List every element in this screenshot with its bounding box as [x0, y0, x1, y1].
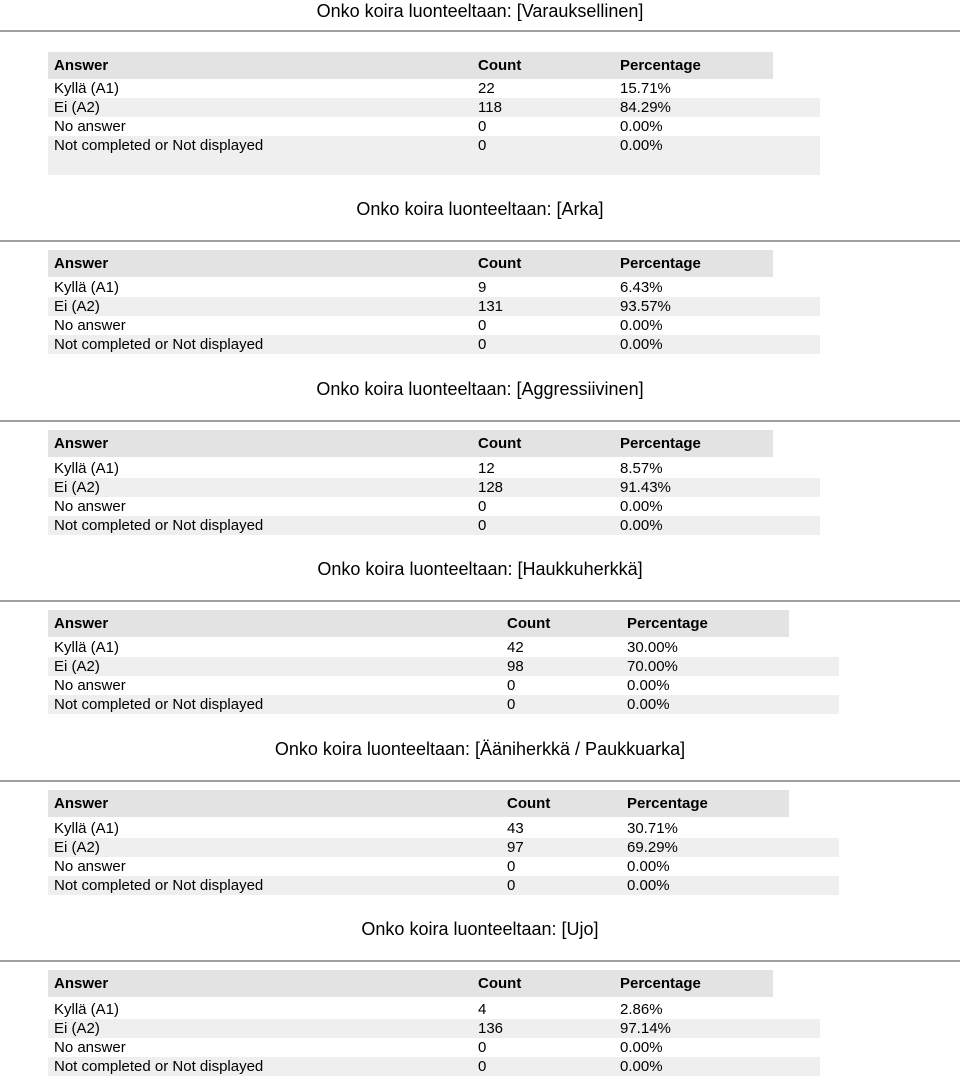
percentage-cell: 0.00% — [620, 118, 663, 135]
percentage-cell: 15.71% — [620, 80, 671, 97]
table-header — [48, 52, 773, 79]
table-row — [48, 1038, 820, 1057]
answer-cell: Not completed or Not displayed — [54, 137, 264, 154]
count-cell: 0 — [478, 118, 487, 135]
count-cell: 0 — [478, 336, 487, 353]
table-row — [48, 79, 820, 98]
answer-cell: Kyllä (A1) — [54, 80, 120, 97]
count-cell: 0 — [478, 1039, 487, 1056]
count-cell: 0 — [478, 517, 487, 534]
count-cell: 136 — [478, 1020, 504, 1037]
answer-cell: No answer — [54, 1039, 126, 1056]
column-header-count: Count — [507, 615, 551, 632]
column-header-count: Count — [478, 255, 522, 272]
count-cell: 0 — [478, 1058, 487, 1075]
count-cell: 0 — [478, 498, 487, 515]
answer-cell: Ei (A2) — [54, 839, 100, 856]
table-row — [48, 857, 839, 876]
table-row — [48, 478, 820, 497]
answer-cell: Ei (A2) — [54, 479, 100, 496]
column-header-count: Count — [507, 795, 551, 812]
column-header-answer: Answer — [54, 57, 109, 74]
column-header-percentage: Percentage — [620, 435, 701, 452]
answer-cell: Not completed or Not displayed — [54, 517, 264, 534]
percentage-cell: 2.86% — [620, 1001, 663, 1018]
table-row — [48, 136, 820, 155]
table-row — [48, 459, 820, 478]
question-title: Onko koira luonteeltaan: [Arka] — [356, 199, 604, 219]
answer-cell: No answer — [54, 498, 126, 515]
section-divider — [0, 240, 960, 242]
table-row — [48, 316, 820, 335]
answer-cell: Kyllä (A1) — [54, 1001, 120, 1018]
question-title: Onko koira luonteeltaan: [Haukkuherkkä] — [317, 559, 643, 579]
column-header-count: Count — [478, 975, 522, 992]
section-divider — [0, 780, 960, 782]
section-divider — [0, 30, 960, 32]
percentage-cell: 70.00% — [627, 658, 678, 675]
table-row — [48, 1057, 820, 1076]
percentage-cell: 0.00% — [627, 877, 670, 894]
percentage-cell: 0.00% — [620, 1058, 663, 1075]
percentage-cell: 30.71% — [627, 820, 678, 837]
percentage-cell: 84.29% — [620, 99, 671, 116]
table-row — [48, 117, 820, 136]
count-cell: 12 — [478, 460, 495, 477]
table-row — [48, 638, 839, 657]
count-cell: 42 — [507, 639, 524, 656]
table-row — [48, 278, 820, 297]
table-row — [48, 1019, 820, 1038]
column-header-percentage: Percentage — [627, 615, 708, 632]
column-header-answer: Answer — [54, 795, 109, 812]
question-title: Onko koira luonteeltaan: [Varauksellinen] — [316, 1, 644, 21]
count-cell: 128 — [478, 479, 504, 496]
table-row — [48, 695, 839, 714]
percentage-cell: 0.00% — [620, 517, 663, 534]
count-cell: 98 — [507, 658, 524, 675]
percentage-cell: 0.00% — [620, 317, 663, 334]
table-row — [48, 516, 820, 535]
count-cell: 118 — [478, 99, 502, 116]
column-header-count: Count — [478, 435, 522, 452]
table-header — [48, 790, 789, 817]
column-header-answer: Answer — [54, 615, 109, 632]
table-row — [48, 676, 839, 695]
count-cell: 0 — [507, 696, 516, 713]
answer-cell: Ei (A2) — [54, 1020, 100, 1037]
section-divider — [0, 420, 960, 422]
answer-cell: No answer — [54, 858, 126, 875]
count-cell: 0 — [478, 137, 487, 154]
section-divider — [0, 600, 960, 602]
count-cell: 4 — [478, 1001, 487, 1018]
percentage-cell: 0.00% — [620, 1039, 663, 1056]
column-header-count: Count — [478, 57, 522, 74]
percentage-cell: 97.14% — [620, 1020, 671, 1037]
table-header — [48, 970, 773, 997]
count-cell: 0 — [478, 317, 487, 334]
answer-cell: Ei (A2) — [54, 298, 100, 315]
column-header-percentage: Percentage — [620, 57, 701, 74]
answer-cell: Kyllä (A1) — [54, 820, 120, 837]
answer-cell: No answer — [54, 118, 126, 135]
percentage-cell: 0.00% — [627, 677, 670, 694]
table-header — [48, 250, 773, 277]
count-cell: 43 — [507, 820, 524, 837]
table-row — [48, 297, 820, 316]
percentage-cell: 8.57% — [620, 460, 663, 477]
count-cell: 0 — [507, 877, 516, 894]
column-header-answer: Answer — [54, 435, 109, 452]
answer-cell: Not completed or Not displayed — [54, 696, 264, 713]
percentage-cell: 93.57% — [620, 298, 671, 315]
percentage-cell: 0.00% — [627, 696, 670, 713]
count-cell: 0 — [507, 677, 516, 694]
percentage-cell: 69.29% — [627, 839, 678, 856]
answer-cell: Kyllä (A1) — [54, 639, 120, 656]
answer-cell: Ei (A2) — [54, 99, 100, 116]
count-cell: 9 — [478, 279, 487, 296]
column-header-answer: Answer — [54, 975, 109, 992]
table-row — [48, 819, 839, 838]
answer-cell: Ei (A2) — [54, 658, 100, 675]
table-row — [48, 1000, 820, 1019]
table-row — [48, 335, 820, 354]
answer-cell: No answer — [54, 317, 126, 334]
table-row — [48, 98, 820, 117]
table-row — [48, 876, 839, 895]
question-title: Onko koira luonteeltaan: [Ujo] — [361, 919, 599, 939]
column-header-answer: Answer — [54, 255, 109, 272]
table-row — [48, 838, 839, 857]
table-footer-padding — [48, 155, 820, 175]
percentage-cell: 0.00% — [620, 336, 663, 353]
question-title: Onko koira luonteeltaan: [Aggressiivinen] — [316, 379, 644, 399]
percentage-cell: 30.00% — [627, 639, 678, 656]
count-cell: 97 — [507, 839, 524, 856]
column-header-percentage: Percentage — [620, 255, 701, 272]
count-cell: 131 — [478, 298, 504, 315]
percentage-cell: 0.00% — [620, 137, 663, 154]
answer-cell: Not completed or Not displayed — [54, 877, 264, 894]
count-cell: 22 — [478, 80, 495, 97]
percentage-cell: 91.43% — [620, 479, 671, 496]
table-header — [48, 430, 773, 457]
percentage-cell: 0.00% — [627, 858, 670, 875]
answer-cell: Not completed or Not displayed — [54, 336, 264, 353]
answer-cell: Kyllä (A1) — [54, 460, 120, 477]
answer-cell: Kyllä (A1) — [54, 279, 120, 296]
count-cell: 0 — [507, 858, 516, 875]
percentage-cell: 6.43% — [620, 279, 663, 296]
section-divider — [0, 960, 960, 962]
answer-cell: Not completed or Not displayed — [54, 1058, 264, 1075]
percentage-cell: 0.00% — [620, 498, 663, 515]
question-title: Onko koira luonteeltaan: [Ääniherkkä / Paukkuarka] — [274, 739, 686, 759]
column-header-percentage: Percentage — [620, 975, 701, 992]
table-row — [48, 657, 839, 676]
table-header — [48, 610, 789, 637]
column-header-percentage: Percentage — [627, 795, 708, 812]
table-row — [48, 497, 820, 516]
answer-cell: No answer — [54, 677, 126, 694]
